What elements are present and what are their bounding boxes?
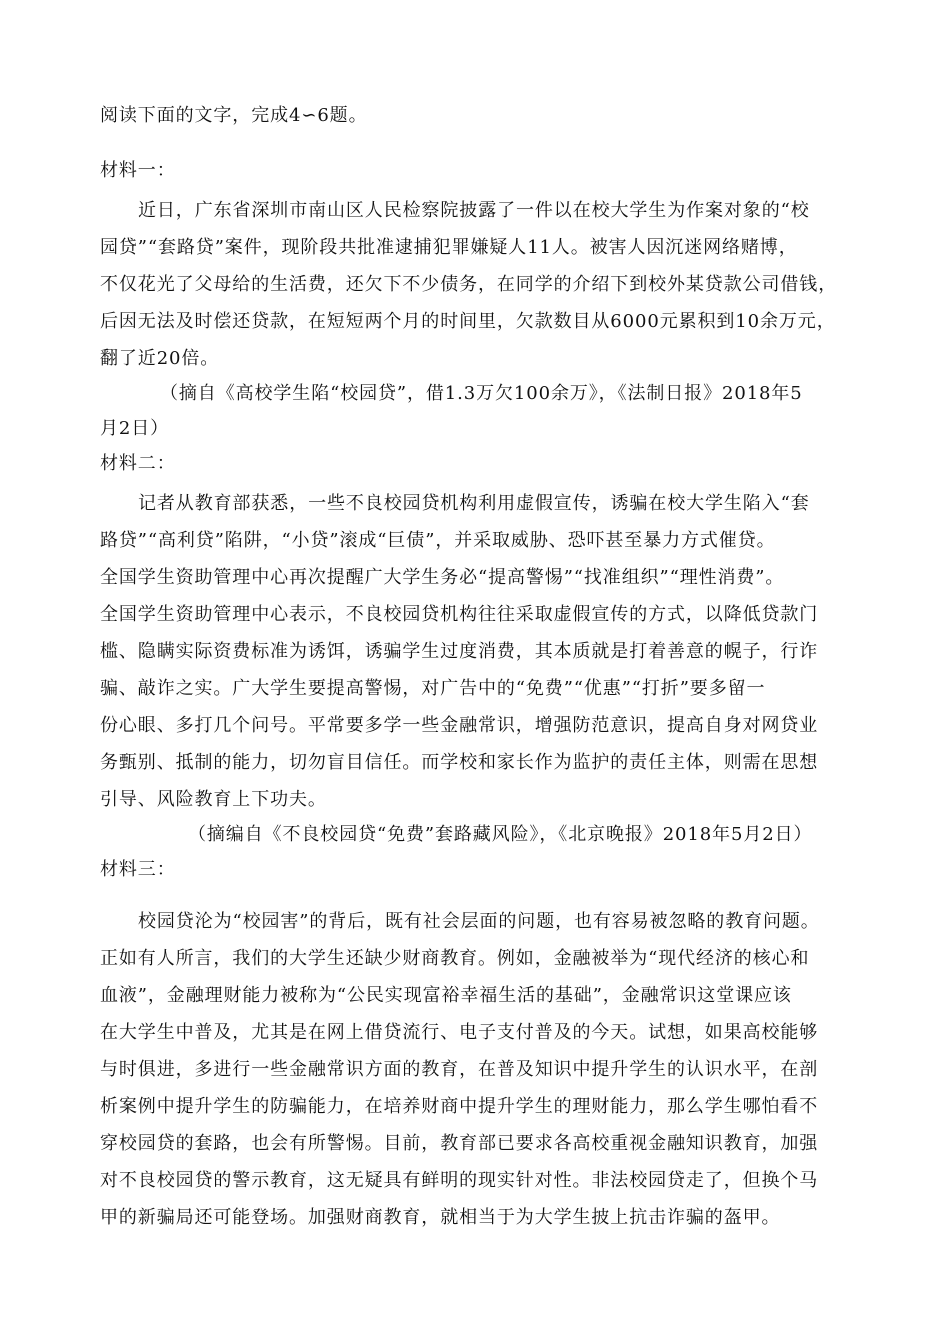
material3-line: 血液”，金融理财能力被称为“公民实现富裕幸福生活的基础”，金融常识这堂课应该: [100, 985, 792, 1006]
material3-line: 与时俱进，多进行一些金融常识方面的教育，在普及知识中提升学生的认识水平，在剖: [100, 1059, 819, 1080]
material2-line: 务甄别、抵制的能力，切勿盲目信任。而学校和家长作为监护的责任主体，则需在思想: [100, 752, 819, 773]
material3-line: 正如有人所言，我们的大学生还缺少财商教育。例如，金融被举为“现代经济的核心和: [100, 948, 810, 969]
material1-line: 后因无法及时偿还贷款，在短短两个月的时间里，欠款数目从6000元累积到10余万元，: [100, 311, 836, 332]
material3-line: 甲的新骗局还可能登场。加强财商教育，就相当于为大学生披上抗击诈骗的盔甲。: [100, 1207, 781, 1228]
material1-line: 不仅花光了父母给的生活费，还欠下不少债务，在同学的介绍下到校外某贷款公司借钱，: [100, 274, 838, 295]
material2-line: 份心眼、多打几个问号。平常要多学一些金融常识，增强防范意识，提高自身对网贷业: [100, 715, 819, 736]
material1-line: 翻了近20倍。: [100, 348, 220, 369]
material1-source: 月2日）: [100, 418, 170, 439]
material3-line: 校园贷沦为“校园害”的背后，既有社会层面的问题，也有容易被忽略的教育问题。: [138, 911, 820, 932]
material3-line: 析案例中提升学生的防骗能力，在培养财商中提升学生的理财能力，那么学生哪怕看不: [100, 1096, 819, 1117]
material3-line: 在大学生中普及，尤其是在网上借贷流行、电子支付普及的今天。试想，如果高校能够: [100, 1022, 819, 1043]
material2-line: 路贷”“高利贷”陷阱，“小贷”滚成“巨债”，并采取威胁、恐吓甚至暴力方式催贷。: [100, 530, 776, 551]
material2-line: 全国学生资助管理中心再次提醒广大学生务必“提高警惕”“找准组织”“理性消费”。: [100, 567, 785, 588]
material2-line: 骗、敲诈之实。广大学生要提高警惕，对广告中的“免费”“优惠”“打折”要多留一: [100, 678, 766, 699]
material2-heading: 材料二：: [100, 453, 176, 474]
material1-source: （摘自《高校学生陷“校园贷”，借1.3万欠100余万》，《法制日报》2018年5: [160, 383, 803, 404]
material2-line: 引导、风险教育上下功夫。: [100, 789, 327, 810]
material2-line: 全国学生资助管理中心表示，不良校园贷机构往往采取虚假宣传的方式，以降低贷款门: [100, 604, 819, 625]
material1-heading: 材料一：: [100, 160, 176, 181]
material3-line: 对不良校园贷的警示教育，这无疑具有鲜明的现实针对性。非法校园贷走了，但换个马: [100, 1170, 819, 1191]
material2-source: （摘编自《不良校园贷“免费”套路藏风险》，《北京晚报》2018年5月2日）: [188, 824, 813, 845]
instruction: 阅读下面的文字，完成4∽6题。: [100, 105, 368, 126]
material1-line: 园贷”“套路贷”案件，现阶段共批准逮捕犯罪嫌疑人11人。被害人因沉迷网络赌博，: [100, 237, 798, 258]
material3-line: 穿校园贷的套路，也会有所警惕。目前，教育部已要求各高校重视金融知识教育，加强: [100, 1133, 819, 1154]
material2-line: 记者从教育部获悉，一些不良校园贷机构利用虚假宣传，诱骗在校大学生陷入“套: [138, 493, 810, 514]
material3-heading: 材料三：: [100, 859, 176, 880]
material2-line: 槛、隐瞒实际资费标准为诱饵，诱骗学生过度消费，其本质就是打着善意的幌子，行诈: [100, 641, 819, 662]
material1-line: 近日，广东省深圳市南山区人民检察院披露了一件以在校大学生为作案对象的“校: [138, 200, 810, 221]
